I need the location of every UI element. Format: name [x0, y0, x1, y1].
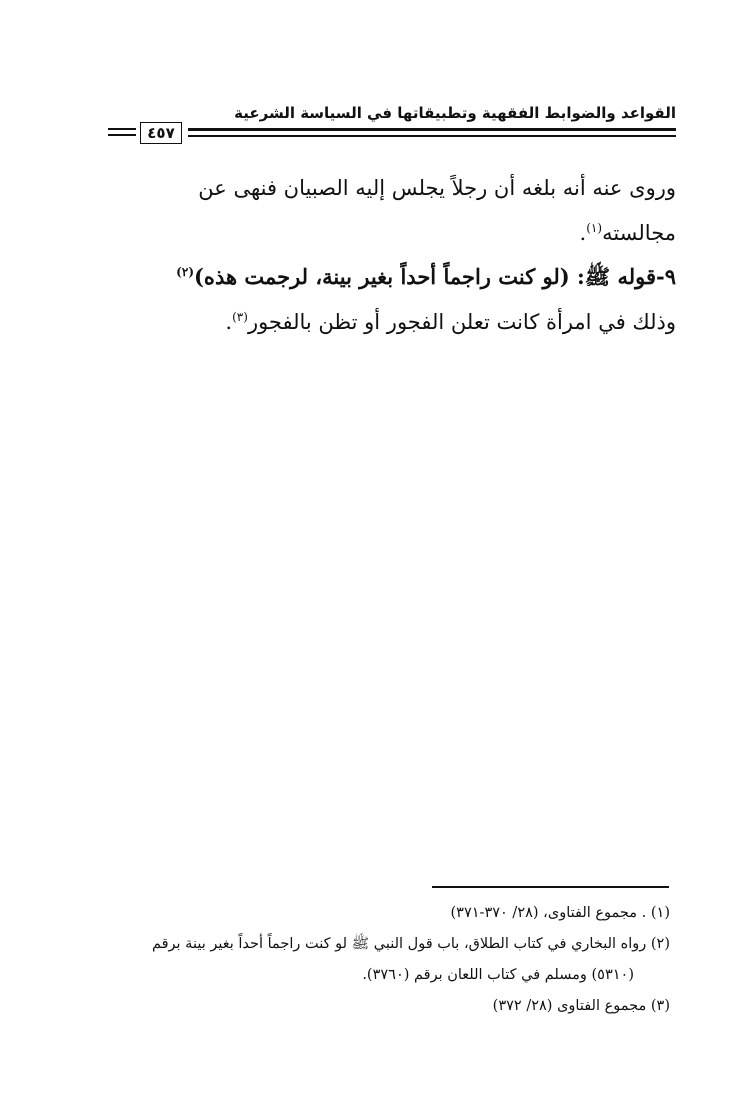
paragraph-1-line-1: وروى عنه أنه بلغه أن رجلاً يجلس إليه الصبيان فنهى عن [198, 176, 676, 200]
footnote-rule [432, 886, 669, 888]
footnotes [104, 898, 670, 1022]
page-header [100, 100, 676, 150]
footnote-3: (٣) مجموع الفتاوى (٢٨/ ٣٧٢) [492, 998, 670, 1014]
footnote-ref-3: (٣) [232, 310, 248, 324]
header-dash-bars [108, 128, 136, 140]
footnote-2-line-2: (٥٣١٠) ومسلم في كتاب اللعان برقم (٣٧٦٠). [362, 967, 634, 983]
item-number: ٩-قوله ﷺ: [577, 264, 676, 289]
paragraph-1-text: مجالسته [602, 221, 676, 245]
footnote-ref-1: (١) [586, 221, 603, 235]
hadith-quote: (لو كنت راجماً أحداً بغير بينة، لرجمت هذه) [194, 264, 570, 289]
paragraph-1-period: . [579, 221, 587, 245]
page-number: ٤٥٧ [140, 122, 182, 144]
paragraph-2-text: وذلك في امرأة كانت تعلن الفجور أو تظن بالفجور [247, 310, 676, 334]
footnote-1: (١) . مجموع الفتاوى، (٢٨/ ٣٧٠-٣٧١) [450, 905, 670, 921]
paragraph-2-line-2 [110, 297, 676, 342]
running-title: القواعد والضوابط الفقهية وتطبيقاتها في السياسة الشرعية [234, 104, 676, 122]
paragraph-2-period: . [225, 310, 233, 334]
paragraph-2-line-1 [110, 252, 676, 297]
header-rule-thin [188, 135, 676, 137]
paragraph-1 [110, 168, 676, 253]
footnote-ref-2: (٢) [176, 265, 194, 279]
paragraph-2 [110, 252, 676, 342]
paragraph-1-line-2 [110, 208, 676, 253]
footnote-2-line-1: (٢) رواه البخاري في كتاب الطلاق، باب قول النبي ﷺ لو كنت راجماً أحداً بغير بينة برقم [151, 936, 670, 952]
header-rule-thick [188, 128, 676, 131]
